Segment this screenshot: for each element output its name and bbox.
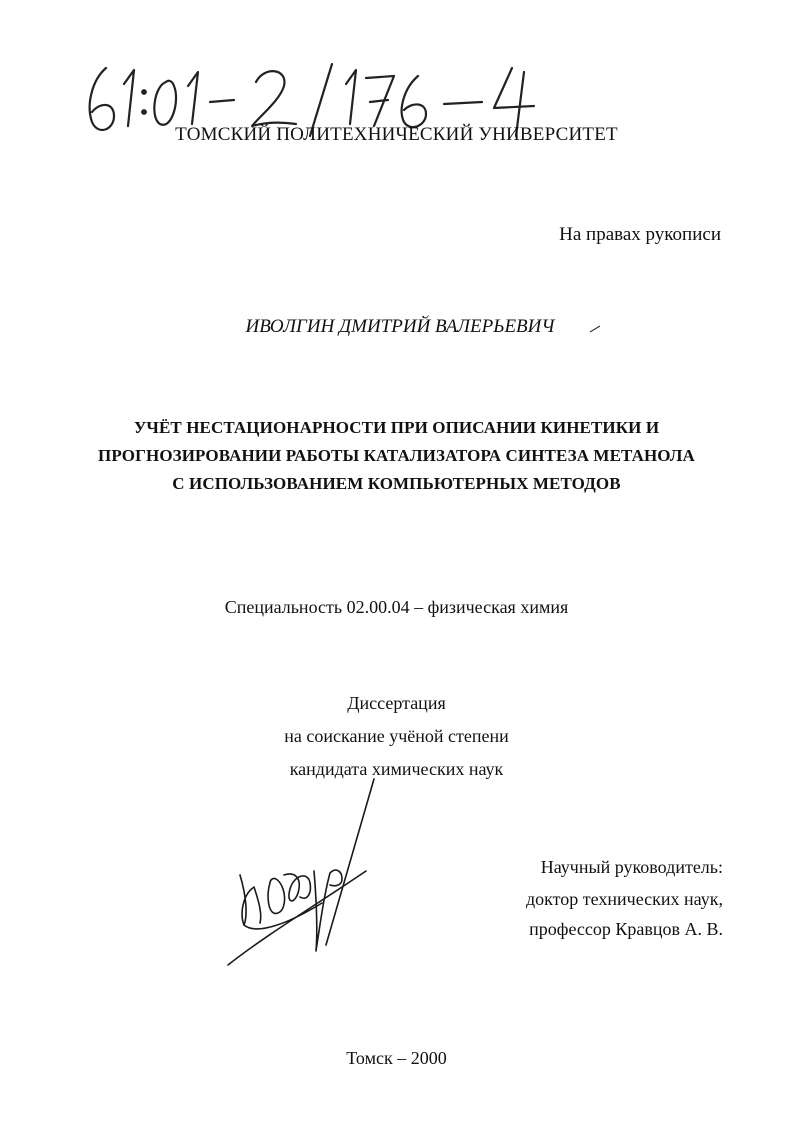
author-name: ИВОЛГИН ДМИТРИЙ ВАЛЕРЬЕВИЧ bbox=[245, 316, 555, 337]
specialty: Специальность 02.00.04 – физическая химия bbox=[224, 597, 569, 617]
university-name: ТОМСКИЙ ПОЛИТЕХНИЧЕСКИЙ УНИВЕРСИТЕТ bbox=[175, 124, 618, 145]
supervisor-line: профессор Кравцов А. В. bbox=[529, 919, 723, 939]
thesis-title-line: С ИСПОЛЬЗОВАНИЕМ КОМПЬЮТЕРНЫХ МЕТОДОВ bbox=[172, 474, 621, 493]
handwritten-signature bbox=[226, 775, 376, 970]
dissertation-line: на соискание учёной степени bbox=[284, 726, 509, 746]
dissertation-line: Диссертация bbox=[347, 693, 446, 713]
supervisor-line: доктор технических наук, bbox=[526, 889, 723, 909]
thesis-title-line: ПРОГНОЗИРОВАНИИ РАБОТЫ КАТАЛИЗАТОРА СИНТЕЗА МЕТАНОЛА bbox=[98, 446, 695, 465]
thesis-title-line: УЧЁТ НЕСТАЦИОНАРНОСТИ ПРИ ОПИСАНИИ КИНЕТИКИ И bbox=[133, 418, 660, 437]
dissertation-line: кандидата химических наук bbox=[289, 759, 504, 779]
signature-drawing bbox=[226, 775, 376, 970]
supervisor-line: Научный руководитель: bbox=[540, 857, 723, 877]
rights-note: На правах рукописи bbox=[559, 224, 721, 245]
pen-mark bbox=[589, 320, 601, 328]
city-year: Томск – 2000 bbox=[346, 1048, 447, 1068]
